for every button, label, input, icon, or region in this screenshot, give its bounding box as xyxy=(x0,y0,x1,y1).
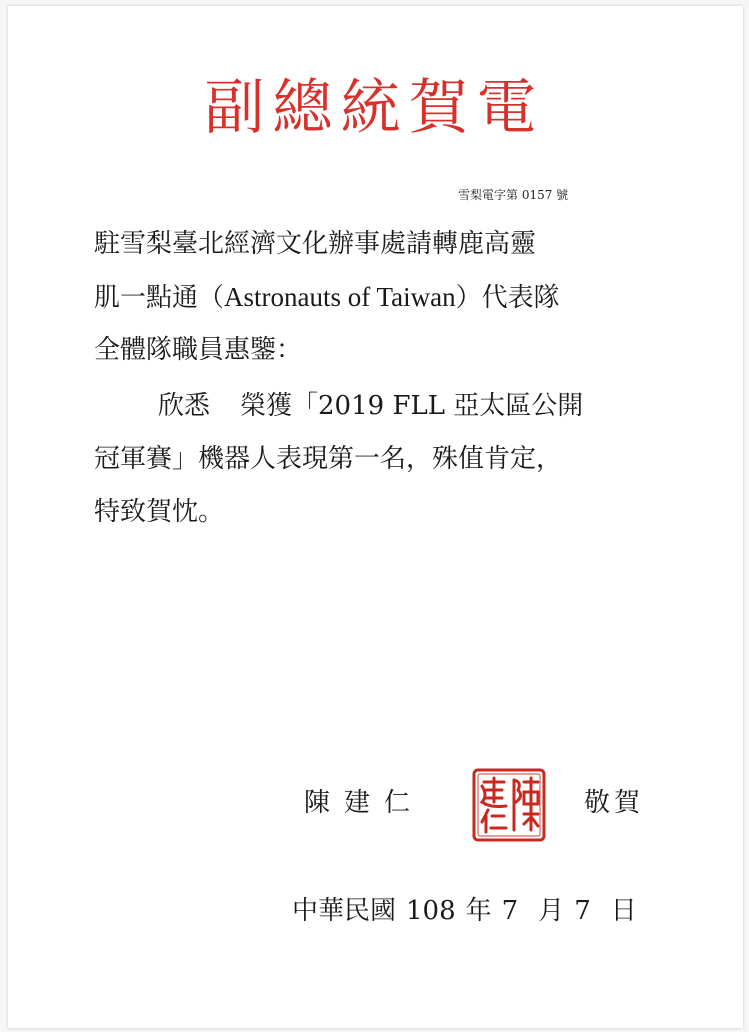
addressee-line-3: 全體隊職員惠鑒： xyxy=(94,335,303,365)
message-line-3: 特致賀忱。 xyxy=(94,497,225,527)
date-month-unit: 月 xyxy=(538,896,565,926)
team-name: Astronauts of Taiwan xyxy=(224,282,456,312)
addressee-line-2-start: 肌一點通（ xyxy=(94,283,225,313)
message-line-1 xyxy=(158,380,728,432)
message-line-2: 冠軍賽」機器人表現第一名，殊值肯定， xyxy=(94,444,563,474)
date-day-unit: 日 xyxy=(610,896,637,926)
document-number: 雪梨電字第 0157 號 xyxy=(458,188,569,202)
closing-regards: 敬賀 xyxy=(584,788,645,818)
date-month: 7 xyxy=(501,896,519,926)
date-era: 中華民國 xyxy=(292,896,397,926)
date-year: 108 xyxy=(406,896,456,926)
addressee-line-2-end: ）代表隊 xyxy=(455,283,560,313)
date-year-unit: 年 xyxy=(465,896,492,926)
addressee-line-2 xyxy=(94,271,664,324)
letter-date xyxy=(292,890,637,927)
message-line-1-start: 欣悉 xyxy=(158,391,211,421)
letter-title: 副總統賀電 xyxy=(204,73,545,143)
addressee-line-1: 駐雪梨臺北經濟文化辦事處請轉鹿高靈 xyxy=(94,229,537,259)
date-day: 7 xyxy=(574,896,591,926)
message-line-1-end: 榮獲「2019 FLL 亞太區公開 xyxy=(240,391,584,421)
red-seal-stamp xyxy=(472,768,546,842)
signer-name: 陳建仁 xyxy=(304,788,425,818)
